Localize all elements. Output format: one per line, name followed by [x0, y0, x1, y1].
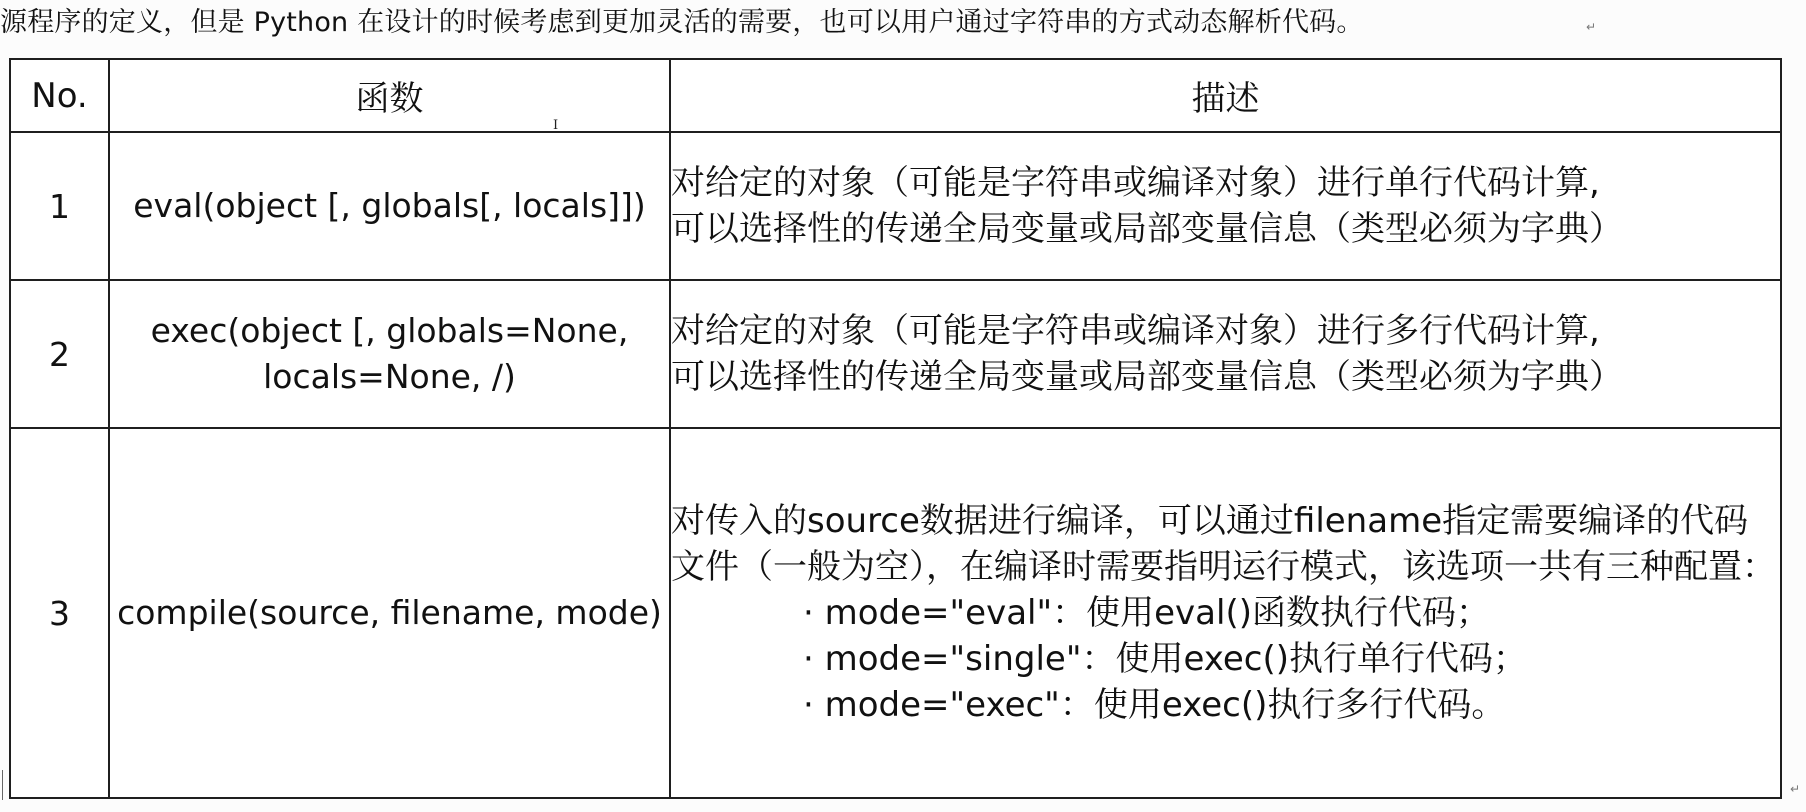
header-description: 描述	[670, 59, 1781, 132]
paragraph-mark-icon: ↵	[1790, 782, 1801, 796]
function-description	[670, 428, 1781, 798]
function-signature: compile(source, filename, mode)	[109, 428, 670, 798]
text-cursor-icon: I	[553, 118, 559, 133]
description-line: 对给定的对象（可能是字符串或编译对象）进行单行代码计算,	[671, 163, 1600, 203]
description-text: 对传入的source数据进行编译，可以通过filename指定需要编译的代码文件（一般为空），在编译时需要指明运行模式，该选项一共有三种配置：	[671, 501, 1776, 587]
row-number: 3	[10, 428, 109, 798]
description-line: 对给定的对象（可能是字符串或编译对象）进行多行代码计算,	[671, 311, 1600, 351]
row-number: 2	[10, 280, 109, 428]
margin-marker	[2, 770, 3, 800]
mode-item-single: · mode="single"：使用exec()执行单行代码；	[803, 636, 1780, 682]
function-signature-line: locals=None, /)	[263, 357, 516, 396]
header-no: No.	[10, 59, 109, 132]
intro-paragraph: 源程序的定义，但是 Python 在设计的时候考虑到更加灵活的需要，也可以用户通过字符串的方式动态解析代码。	[0, 7, 1364, 38]
function-table	[9, 58, 1782, 799]
mode-item-exec: · mode="exec"：使用exec()执行多行代码。	[803, 682, 1780, 728]
function-signature-line: exec(object [, globals=None,	[150, 311, 629, 350]
function-signature: eval(object [, globals[, locals]])	[109, 132, 670, 280]
table-row	[10, 428, 1781, 798]
mode-list	[671, 590, 1780, 728]
function-description	[670, 280, 1781, 428]
description-line: 可以选择性的传递全局变量或局部变量信息（类型必须为字典）	[671, 209, 1623, 249]
description-line: 可以选择性的传递全局变量或局部变量信息（类型必须为字典）	[671, 357, 1623, 397]
function-description	[670, 132, 1781, 280]
row-number: 1	[10, 132, 109, 280]
mode-item-eval: · mode="eval"：使用eval()函数执行代码；	[803, 590, 1780, 636]
table-row	[10, 280, 1781, 428]
header-function: 函数	[109, 59, 670, 132]
table-row	[10, 132, 1781, 280]
function-signature	[109, 280, 670, 428]
paragraph-mark-icon: ↵	[1586, 20, 1597, 34]
table-header-row	[10, 59, 1781, 132]
